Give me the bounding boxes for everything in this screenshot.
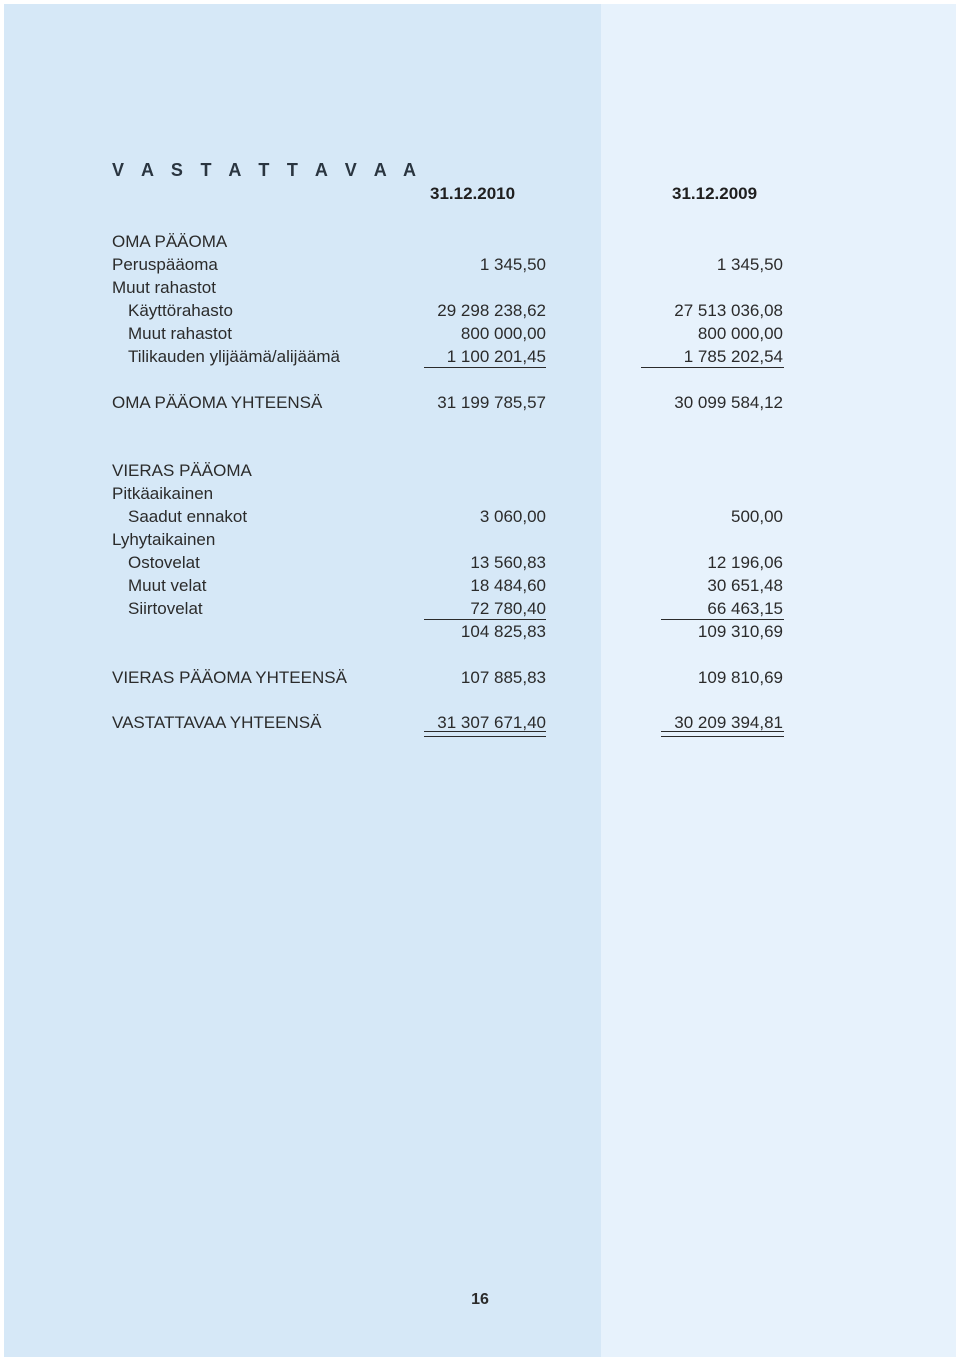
table-row <box>0 276 960 299</box>
table-row <box>0 253 960 276</box>
value-2009: 27 513 036,08 <box>674 301 783 320</box>
value-2009: 109 310,69 <box>697 622 783 641</box>
value-2010: 107 885,83 <box>460 668 546 687</box>
row-label: Muut velat <box>128 576 207 595</box>
row-label: Muut rahastot <box>128 324 232 343</box>
column-header-2010: 31.12.2010 <box>430 184 516 203</box>
row-label: Muut rahastot <box>112 278 216 297</box>
value-2010: 31 199 785,57 <box>437 393 546 412</box>
row-label: Pitkäaikainen <box>112 484 214 503</box>
page-number: 16 <box>471 1291 489 1308</box>
row-label: Saadut ennakot <box>128 507 248 526</box>
row-label: VIERAS PÄÄOMA <box>112 461 252 480</box>
value-2009: 12 196,06 <box>707 553 783 572</box>
column-header-2009: 31.12.2009 <box>672 184 758 203</box>
subtotal-row <box>0 620 960 643</box>
row-label: Peruspääoma <box>112 255 218 274</box>
row-label: Ostovelat <box>128 553 200 572</box>
value-2010: 1 100 201,45 <box>446 347 546 366</box>
underline-2009 <box>641 367 784 368</box>
table-row <box>0 528 960 551</box>
value-2009: 30 099 584,12 <box>674 393 783 412</box>
table-row <box>0 597 960 620</box>
table-row <box>0 505 960 528</box>
row-label: VASTATTAVAA YHTEENSÄ <box>112 713 322 732</box>
value-2010: 72 780,40 <box>470 599 546 618</box>
double-underline-2010 <box>424 731 546 737</box>
row-label: OMA PÄÄOMA <box>112 232 228 251</box>
value-2010: 1 345,50 <box>479 255 546 274</box>
total-row-equity <box>0 391 960 414</box>
row-label: OMA PÄÄOMA YHTEENSÄ <box>112 393 323 412</box>
value-2009: 500,00 <box>731 507 783 526</box>
value-2009: 800 000,00 <box>697 324 783 343</box>
value-2010: 800 000,00 <box>460 324 546 343</box>
value-2009: 1 785 202,54 <box>683 347 783 366</box>
value-2009: 66 463,15 <box>707 599 783 618</box>
underline-2010 <box>424 367 546 368</box>
double-underline-2009 <box>661 731 784 737</box>
value-2010: 3 060,00 <box>479 507 546 526</box>
total-row-liabilities <box>0 666 960 689</box>
row-label: Lyhytaikainen <box>112 530 216 549</box>
value-2009: 30 651,48 <box>707 576 783 595</box>
table-row <box>0 322 960 345</box>
table-row <box>0 299 960 322</box>
value-2010: 104 825,83 <box>460 622 546 641</box>
table-row <box>0 482 960 505</box>
row-label: VIERAS PÄÄOMA YHTEENSÄ <box>112 668 347 687</box>
table-row <box>0 345 960 368</box>
table-row <box>0 551 960 574</box>
value-2010: 29 298 238,62 <box>437 301 546 320</box>
page-title: V A S T A T T A V A A <box>112 160 423 180</box>
row-label: Siirtovelat <box>128 599 203 618</box>
value-2010: 31 307 671,40 <box>437 713 546 732</box>
section-heading-liabilities <box>0 459 960 482</box>
value-2009: 30 209 394,81 <box>674 713 783 732</box>
value-2009: 1 345,50 <box>716 255 783 274</box>
table-row <box>0 574 960 597</box>
row-label: Käyttörahasto <box>128 301 233 320</box>
value-2010: 18 484,60 <box>470 576 546 595</box>
section-heading-equity <box>0 230 960 253</box>
value-2010: 13 560,83 <box>470 553 546 572</box>
value-2009: 109 810,69 <box>697 668 783 687</box>
row-label: Tilikauden ylijäämä/alijäämä <box>128 347 340 366</box>
